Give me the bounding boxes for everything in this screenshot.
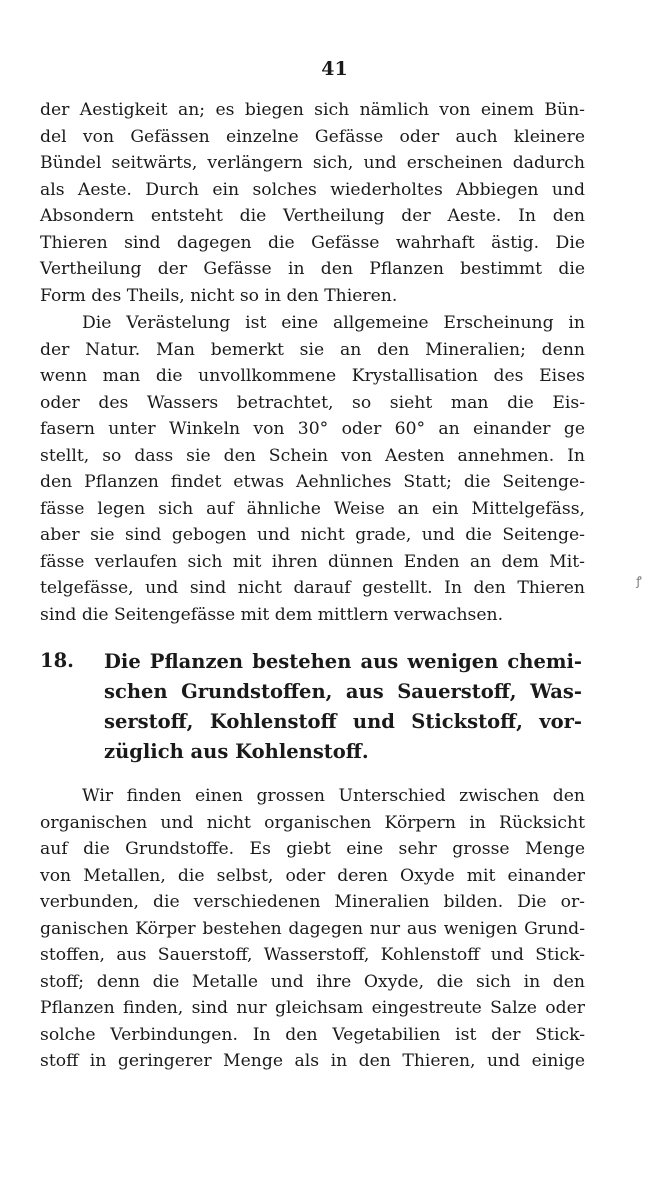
text-line: del von Gefässen einzelne Gefässe oder auch kleinere [40,126,585,147]
page-number: 41 [321,58,348,80]
text-line: auf die Grundstoffe. Es giebt eine sehr grosse Menge [40,839,585,859]
paragraph-1 [40,97,585,309]
text-line: oder des Wassers betrachtet, so sieht man die Eis- [40,392,585,413]
text-line: stoff; denn die Metalle und ihre Oxyde, die sich in den [40,971,585,992]
text-line: Die Verästelung ist eine allgemeine Erscheinung in [82,313,585,333]
heading-line: schen Grundstoffen, aus Sauerstoff, Was- [104,680,582,703]
text-line: ganischen Körper bestehen dagegen nur aus wenigen Grund- [40,918,585,939]
text-line: der Natur. Man bemerkt sie an den Mineralien; denn [40,339,585,360]
text-line: Absondern entsteht die Vertheilung der Aeste. In den [40,206,585,226]
heading-line: serstoff, Kohlenstoff und Stickstoff, vor- [104,710,582,733]
margin-mark: ꝭ [636,574,642,588]
text-line: organischen und nicht organischen Körpern in Rücksicht [40,812,585,833]
section-heading [104,647,582,767]
section-number: 18. [40,649,74,672]
paragraph-2 [40,310,585,628]
text-line: Form des Theils, nicht so in den Thieren. [40,285,398,306]
text-line: Pflanzen finden, sind nur gleichsam eingestreute Salze oder [40,998,585,1018]
text-line: von Metallen, die selbst, oder deren Oxyde mit einander [40,865,585,886]
text-line: fässe verlaufen sich mit ihren dünnen Enden an dem Mit- [40,551,585,572]
text-line: stoffen, aus Sauerstoff, Wasserstoff, Kohlenstoff und Stick- [40,945,585,965]
text-line: den Pflanzen findet etwas Aehnliches Statt; die Seitenge- [40,472,585,492]
text-line: stellt, so dass sie den Schein von Aesten annehmen. In [40,445,585,466]
text-line: Wir finden einen grossen Unterschied zwischen den [82,786,585,806]
text-line: fasern unter Winkeln von 30° oder 60° an einander ge [40,419,585,439]
text-line: solche Verbindungen. In den Vegetabilien ist der Stick- [40,1024,585,1045]
text-line: telgefässe, und sind nicht darauf gestellt. In den Thieren [40,578,585,598]
heading-line: Die Pflanzen bestehen aus wenigen chemi- [104,650,582,673]
text-line: aber sie sind gebogen und nicht grade, und die Seitenge- [40,525,585,545]
text-line: verbunden, die verschiedenen Mineralien bilden. Die or- [40,892,585,912]
paragraph-3 [40,783,585,1075]
text-line: stoff in geringerer Menge als in den Thieren, und einige [40,1051,585,1071]
text-line: Vertheilung der Gefässe in den Pflanzen bestimmt die [40,259,585,279]
text-line: der Aestigkeit an; es biegen sich nämlich von einem Bün- [40,100,585,120]
text-line: wenn man die unvollkommene Krystallisation des Eises [40,366,585,386]
text-line: Bündel seitwärts, verlängern sich, und erscheinen dadurch [40,153,585,173]
text-line: Thieren sind dagegen die Gefässe wahrhaft ästig. Die [40,232,585,253]
text-line: sind die Seitengefässe mit dem mittlern verwachsen. [40,604,504,625]
text-line: fässe legen sich auf ähnliche Weise an ein Mittelgefäss, [40,498,585,519]
text-line: als Aeste. Durch ein solches wiederholtes Abbiegen und [40,179,585,200]
heading-line: züglich aus Kohlenstoff. [104,740,369,763]
